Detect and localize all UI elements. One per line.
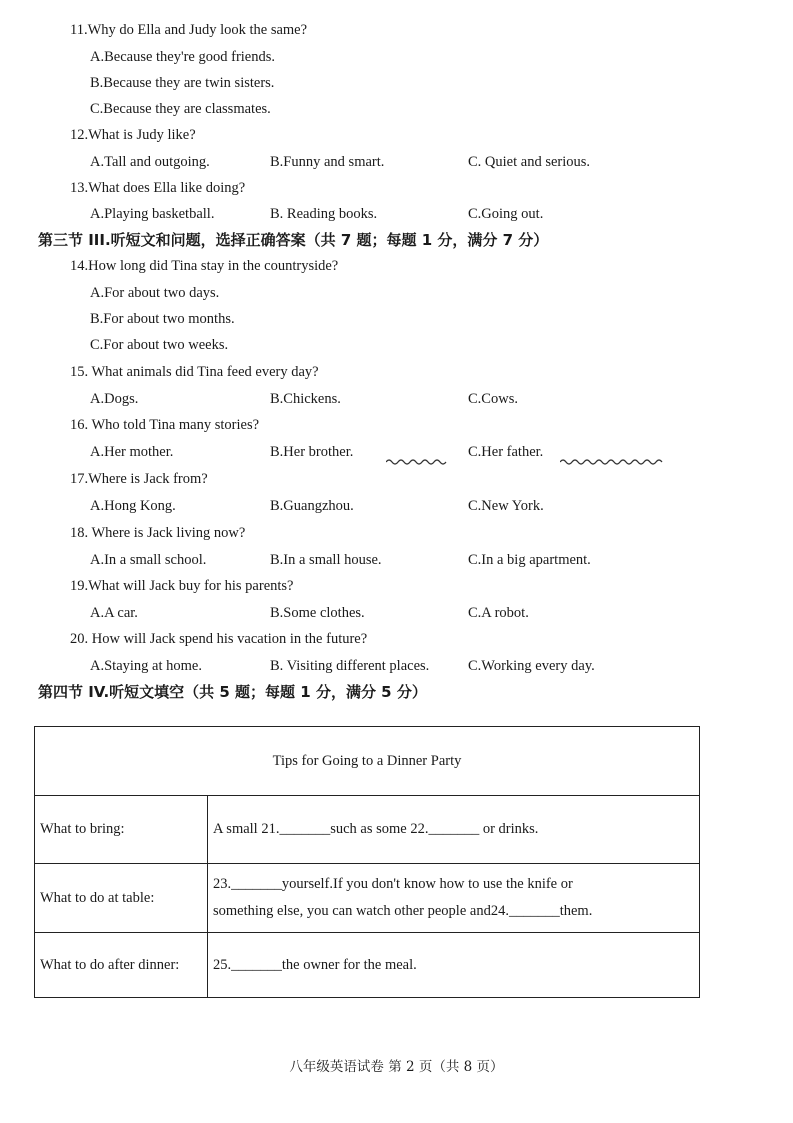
row-content [208, 796, 700, 864]
option-16-a: A.Her mother. [90, 444, 174, 460]
option-16-c: C.Her father. [468, 444, 544, 460]
content-line: 25._______the owner for the meal. [213, 956, 417, 973]
squiggle-mark [386, 458, 448, 466]
content-line: 23._______yourself.If you don't know how to use the knife or [213, 876, 573, 892]
option-19-b: B.Some clothes. [270, 605, 365, 621]
row-content [208, 933, 700, 998]
content-line: something else, you can watch other people and24._______them. [213, 903, 593, 919]
tips-table [34, 726, 700, 998]
option-14-c: C.For about two weeks. [90, 337, 229, 353]
table-row [35, 796, 700, 864]
question-13: 13.What does Ella like doing? [70, 180, 246, 196]
row-label: What to do at table: [35, 864, 208, 933]
question-16: 16. Who told Tina many stories? [70, 417, 260, 433]
option-15-b: B.Chickens. [270, 391, 341, 407]
option-19-a: A.A car. [90, 605, 138, 621]
option-14-a: A.For about two days. [90, 285, 220, 301]
option-13-c: C.Going out. [468, 206, 544, 222]
option-16-b: B.Her brother. [270, 444, 354, 460]
row-content [208, 864, 700, 933]
option-13-b: B. Reading books. [270, 206, 378, 222]
option-12-b: B.Funny and smart. [270, 154, 385, 170]
question-17: 17.Where is Jack from? [70, 471, 208, 487]
option-12-c: C. Quiet and serious. [468, 154, 591, 170]
option-18-b: B.In a small house. [270, 552, 382, 568]
option-18-c: C.In a big apartment. [468, 552, 591, 568]
option-17-a: A.Hong Kong. [90, 498, 176, 514]
option-20-b: B. Visiting different places. [270, 658, 430, 674]
option-19-c: C.A robot. [468, 605, 529, 621]
question-18: 18. Where is Jack living now? [70, 525, 246, 541]
question-12: 12.What is Judy like? [70, 127, 196, 143]
row-label: What to bring: [35, 796, 208, 864]
option-11-c: C.Because they are classmates. [90, 101, 271, 117]
option-11-a: A.Because they're good friends. [90, 49, 276, 65]
table-title: Tips for Going to a Dinner Party [35, 727, 700, 796]
option-15-a: A.Dogs. [90, 391, 139, 407]
section-4-heading: 第四节 IV.听短文填空（共 5 题；每题 1 分，满分 5 分） [38, 683, 427, 701]
option-17-b: B.Guangzhou. [270, 498, 354, 514]
question-19: 19.What will Jack buy for his parents? [70, 578, 294, 594]
option-20-a: A.Staying at home. [90, 658, 202, 674]
question-14: 14.How long did Tina stay in the countryside? [70, 258, 339, 274]
squiggle-mark [560, 458, 666, 466]
option-12-a: A.Tall and outgoing. [90, 154, 210, 170]
question-15: 15. What animals did Tina feed every day? [70, 364, 319, 380]
question-20: 20. How will Jack spend his vacation in the future? [70, 631, 368, 647]
option-15-c: C.Cows. [468, 391, 518, 407]
page-footer: 八年级英语试卷 第 2 页（共 8 页） [289, 1059, 504, 1075]
question-11: 11.Why do Ella and Judy look the same? [70, 22, 308, 38]
content-line: A small 21._______such as some 22._______ or drinks. [213, 821, 539, 837]
table-row [35, 933, 700, 998]
option-14-b: B.For about two months. [90, 311, 235, 327]
option-17-c: C.New York. [468, 498, 544, 514]
table-row [35, 864, 700, 933]
option-11-b: B.Because they are twin sisters. [90, 75, 275, 91]
row-label: What to do after dinner: [35, 933, 208, 998]
option-13-a: A.Playing basketball. [90, 206, 215, 222]
section-3-heading: 第三节 III.听短文和问题，选择正确答案（共 7 题；每题 1 分，满分 7 分） [38, 231, 549, 249]
option-18-a: A.In a small school. [90, 552, 207, 568]
option-20-c: C.Working every day. [468, 658, 595, 674]
